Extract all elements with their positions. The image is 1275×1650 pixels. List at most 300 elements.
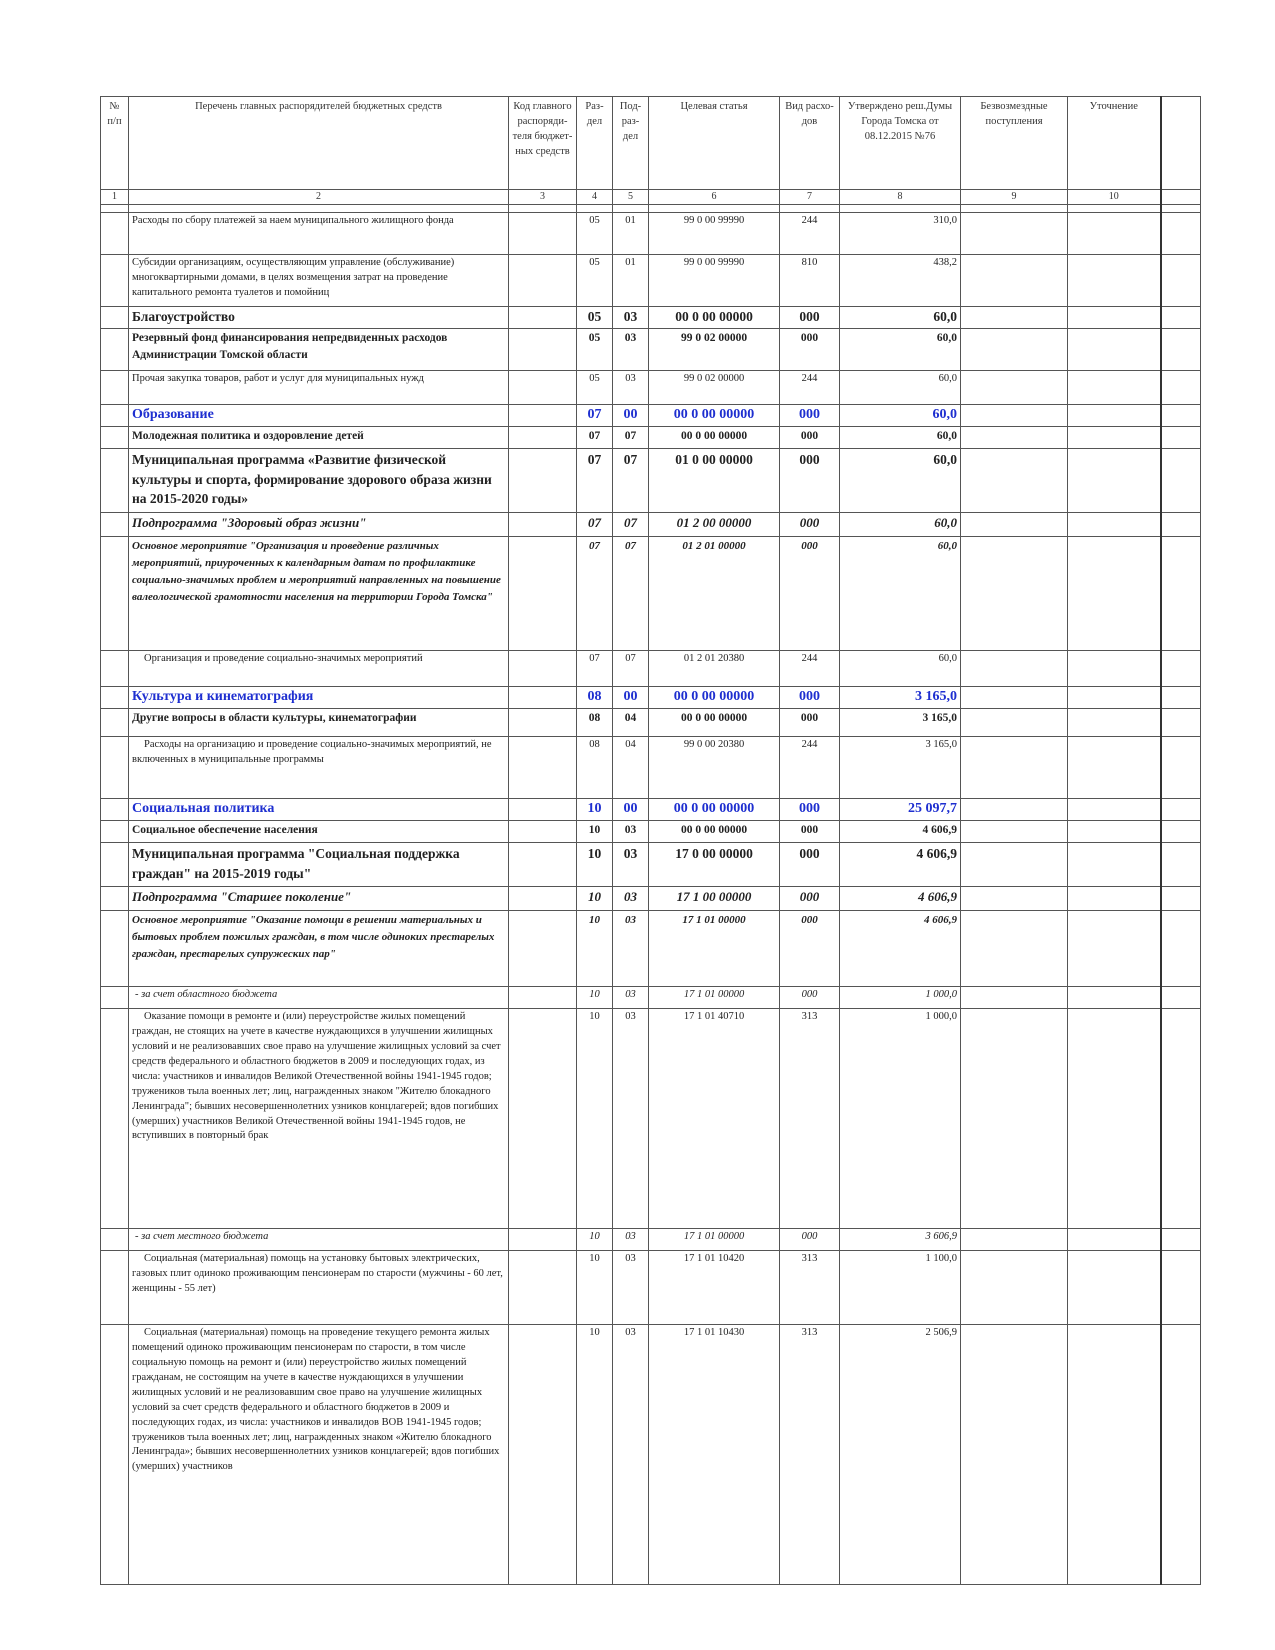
row-name: Основное мероприятие "Организация и проведение различных мероприятий, приуроченных к календарным датам по профилактике социально-значимых проблем и мероприятий направленных на повышение валеологической грамотности населения на территории Города Томска"	[129, 537, 509, 651]
row-target: 99 0 02 00000	[649, 371, 780, 405]
row-clar	[1068, 821, 1161, 843]
row-code	[509, 213, 577, 255]
row-podrazdel: 03	[613, 371, 649, 405]
row-clar	[1068, 1251, 1161, 1325]
col-number: 7	[780, 190, 840, 205]
row-name: Субсидии организациям, осуществляющим управление (обслуживание) многоквартирными домами, в целях возмещения затрат на проведение капитального ремонта туалетов и помойниц	[129, 255, 509, 307]
col-header-razdel: Раз-дел	[577, 97, 613, 190]
row-extra	[1161, 687, 1201, 709]
row-name: Оказание помощи в ремонте и (или) переустройстве жилых помещений граждан, не стоящих на учете в качестве нуждающихся в улучшении жилищных условий и не реализовавших свое право на улучшение жилищных условий за счет средств федерального и областного бюджетов в 2009 и последующих годах, из числа: участников и инвалидов Великой Отечественной войны 1941-1945 годов; тружеников тыла военных лет; лиц, награжденных знаком "Жителю блокадного Ленинграда"; бывших несовершеннолетних узников концлагерей; вдов погибших (умерших) участников Великой Отечественной войны 1941-1945 годов, не вступивших в повторный брак	[129, 1009, 509, 1229]
row-num	[101, 329, 129, 371]
row-target: 17 1 01 00000	[649, 1229, 780, 1251]
row-extra	[1161, 329, 1201, 371]
row-code	[509, 911, 577, 987]
row-extra	[1161, 987, 1201, 1009]
col-header-free: Безвозмездные поступления	[961, 97, 1068, 190]
row-free	[961, 1229, 1068, 1251]
row-amount: 1 000,0	[840, 1009, 961, 1229]
row-code	[509, 371, 577, 405]
row-target: 00 0 00 00000	[649, 427, 780, 449]
row-podrazdel: 01	[613, 213, 649, 255]
table-body	[101, 213, 1201, 1585]
row-free	[961, 371, 1068, 405]
table-row	[101, 843, 1201, 887]
row-name: Другие вопросы в области культуры, кинематографии	[129, 709, 509, 737]
row-vid: 244	[780, 651, 840, 687]
col-header-vid: Вид расхо-дов	[780, 97, 840, 190]
row-podrazdel: 07	[613, 449, 649, 513]
row-podrazdel: 03	[613, 821, 649, 843]
row-razdel: 10	[577, 799, 613, 821]
row-num	[101, 987, 129, 1009]
row-amount: 4 606,9	[840, 821, 961, 843]
col-number: 8	[840, 190, 961, 205]
row-razdel: 08	[577, 687, 613, 709]
row-num	[101, 737, 129, 799]
row-amount: 3 165,0	[840, 687, 961, 709]
row-name: Социальная (материальная) помощь на установку бытовых электрических, газовых плит одиноко проживающим пенсионерам по старости (мужчины - 60 лет, женщины - 55 лет)	[129, 1251, 509, 1325]
table-row	[101, 213, 1201, 255]
row-target: 17 1 01 00000	[649, 987, 780, 1009]
row-target: 17 1 00 00000	[649, 887, 780, 911]
row-vid: 244	[780, 213, 840, 255]
table-row	[101, 1229, 1201, 1251]
row-free	[961, 213, 1068, 255]
row-name: Муниципальная программа «Развитие физической культуры и спорта, формирование здорового образа жизни на 2015-2020 годы»	[129, 449, 509, 513]
row-vid: 000	[780, 821, 840, 843]
row-target: 17 1 01 10430	[649, 1325, 780, 1585]
row-num	[101, 371, 129, 405]
col-header-clar: Уточнение	[1068, 97, 1161, 190]
row-free	[961, 843, 1068, 887]
row-amount: 4 606,9	[840, 843, 961, 887]
row-free	[961, 1325, 1068, 1585]
row-razdel: 07	[577, 537, 613, 651]
row-podrazdel: 07	[613, 651, 649, 687]
row-target: 01 2 01 00000	[649, 537, 780, 651]
row-name: - за счет областного бюджета	[129, 987, 509, 1009]
row-vid: 000	[780, 449, 840, 513]
row-free	[961, 709, 1068, 737]
table-row	[101, 799, 1201, 821]
row-amount: 60,0	[840, 537, 961, 651]
row-clar	[1068, 213, 1161, 255]
row-free	[961, 687, 1068, 709]
row-free	[961, 537, 1068, 651]
row-clar	[1068, 1325, 1161, 1585]
row-code	[509, 687, 577, 709]
row-clar	[1068, 307, 1161, 329]
col-header-extra	[1161, 97, 1201, 190]
row-vid: 000	[780, 911, 840, 987]
column-number-row	[101, 190, 1201, 205]
row-vid: 000	[780, 513, 840, 537]
row-clar	[1068, 329, 1161, 371]
row-code	[509, 737, 577, 799]
row-clar	[1068, 709, 1161, 737]
row-vid: 313	[780, 1325, 840, 1585]
row-amount: 1 100,0	[840, 1251, 961, 1325]
row-name: Прочая закупка товаров, работ и услуг для муниципальных нужд	[129, 371, 509, 405]
row-clar	[1068, 843, 1161, 887]
row-target: 01 2 00 00000	[649, 513, 780, 537]
row-razdel: 05	[577, 255, 613, 307]
row-podrazdel: 03	[613, 1229, 649, 1251]
row-podrazdel: 00	[613, 687, 649, 709]
row-code	[509, 513, 577, 537]
row-extra	[1161, 255, 1201, 307]
row-code	[509, 821, 577, 843]
budget-sheet	[100, 96, 1201, 1585]
row-target: 17 0 00 00000	[649, 843, 780, 887]
row-podrazdel: 04	[613, 709, 649, 737]
row-free	[961, 1009, 1068, 1229]
row-amount: 60,0	[840, 427, 961, 449]
row-name: Основное мероприятие "Оказание помощи в решении материальных и бытовых проблем пожилых граждан, в том числе одиноких престарелых граждан, престарелых супружеских пар"	[129, 911, 509, 987]
row-num	[101, 513, 129, 537]
row-free	[961, 329, 1068, 371]
row-target: 99 0 02 00000	[649, 329, 780, 371]
row-name: Подпрограмма "Здоровый образ жизни"	[129, 513, 509, 537]
row-razdel: 10	[577, 821, 613, 843]
row-num	[101, 405, 129, 427]
row-free	[961, 449, 1068, 513]
row-num	[101, 651, 129, 687]
row-razdel: 07	[577, 651, 613, 687]
table-row	[101, 537, 1201, 651]
row-amount: 438,2	[840, 255, 961, 307]
row-num	[101, 1009, 129, 1229]
row-extra	[1161, 213, 1201, 255]
row-target: 00 0 00 00000	[649, 821, 780, 843]
row-podrazdel: 03	[613, 329, 649, 371]
row-vid: 000	[780, 405, 840, 427]
row-extra	[1161, 371, 1201, 405]
table-row	[101, 307, 1201, 329]
col-header-name: Перечень главных распорядителей бюджетных средств	[129, 97, 509, 190]
row-code	[509, 1229, 577, 1251]
col-header-num: № п/п	[101, 97, 129, 190]
row-amount: 3 165,0	[840, 709, 961, 737]
col-number: 4	[577, 190, 613, 205]
row-target: 01 0 00 00000	[649, 449, 780, 513]
row-razdel: 07	[577, 405, 613, 427]
row-code	[509, 537, 577, 651]
row-razdel: 07	[577, 449, 613, 513]
row-num	[101, 537, 129, 651]
row-num	[101, 911, 129, 987]
row-amount: 60,0	[840, 307, 961, 329]
col-number: 3	[509, 190, 577, 205]
row-num	[101, 427, 129, 449]
row-amount: 25 097,7	[840, 799, 961, 821]
row-amount: 310,0	[840, 213, 961, 255]
row-num	[101, 821, 129, 843]
row-clar	[1068, 1009, 1161, 1229]
row-razdel: 10	[577, 1009, 613, 1229]
row-razdel: 08	[577, 709, 613, 737]
row-code	[509, 987, 577, 1009]
row-extra	[1161, 1229, 1201, 1251]
col-number: 10	[1068, 190, 1161, 205]
row-free	[961, 1251, 1068, 1325]
row-podrazdel: 00	[613, 799, 649, 821]
row-code	[509, 709, 577, 737]
table-row	[101, 651, 1201, 687]
row-target: 17 1 01 40710	[649, 1009, 780, 1229]
row-razdel: 05	[577, 213, 613, 255]
row-podrazdel: 03	[613, 1325, 649, 1585]
row-free	[961, 799, 1068, 821]
row-extra	[1161, 843, 1201, 887]
table-row	[101, 427, 1201, 449]
row-extra	[1161, 799, 1201, 821]
row-name: Социальная политика	[129, 799, 509, 821]
row-vid: 000	[780, 709, 840, 737]
row-extra	[1161, 737, 1201, 799]
row-amount: 4 606,9	[840, 887, 961, 911]
row-vid: 000	[780, 843, 840, 887]
row-code	[509, 405, 577, 427]
row-razdel: 10	[577, 987, 613, 1009]
row-amount: 2 506,9	[840, 1325, 961, 1585]
row-vid: 000	[780, 687, 840, 709]
table-row	[101, 887, 1201, 911]
row-clar	[1068, 1229, 1161, 1251]
row-extra	[1161, 537, 1201, 651]
row-razdel: 05	[577, 329, 613, 371]
table-row	[101, 405, 1201, 427]
row-num	[101, 449, 129, 513]
row-extra	[1161, 405, 1201, 427]
row-num	[101, 709, 129, 737]
row-podrazdel: 03	[613, 1251, 649, 1325]
row-clar	[1068, 911, 1161, 987]
row-code	[509, 329, 577, 371]
table-row	[101, 737, 1201, 799]
row-podrazdel: 03	[613, 1009, 649, 1229]
row-target: 01 2 01 20380	[649, 651, 780, 687]
row-free	[961, 307, 1068, 329]
row-amount: 60,0	[840, 329, 961, 371]
row-code	[509, 1325, 577, 1585]
row-code	[509, 843, 577, 887]
row-num	[101, 799, 129, 821]
row-name: Молодежная политика и оздоровление детей	[129, 427, 509, 449]
row-razdel: 08	[577, 737, 613, 799]
row-vid: 000	[780, 329, 840, 371]
row-clar	[1068, 449, 1161, 513]
row-extra	[1161, 887, 1201, 911]
table-row	[101, 821, 1201, 843]
row-target: 00 0 00 00000	[649, 687, 780, 709]
row-extra	[1161, 307, 1201, 329]
row-vid: 000	[780, 799, 840, 821]
row-razdel: 05	[577, 371, 613, 405]
row-vid: 000	[780, 537, 840, 651]
row-num	[101, 887, 129, 911]
col-header-target: Целевая статья	[649, 97, 780, 190]
row-target: 00 0 00 00000	[649, 799, 780, 821]
row-vid: 810	[780, 255, 840, 307]
row-clar	[1068, 799, 1161, 821]
row-name: Муниципальная программа "Социальная поддержка граждан" на 2015-2019 годы"	[129, 843, 509, 887]
row-name: Организация и проведение социально-значимых мероприятий	[129, 651, 509, 687]
row-target: 00 0 00 00000	[649, 307, 780, 329]
row-podrazdel: 03	[613, 887, 649, 911]
row-name: Образование	[129, 405, 509, 427]
row-num	[101, 1251, 129, 1325]
row-podrazdel: 03	[613, 843, 649, 887]
row-clar	[1068, 887, 1161, 911]
row-vid: 000	[780, 1229, 840, 1251]
row-free	[961, 821, 1068, 843]
table-row	[101, 911, 1201, 987]
row-vid: 313	[780, 1009, 840, 1229]
row-num	[101, 307, 129, 329]
row-target: 99 0 00 99990	[649, 213, 780, 255]
row-podrazdel: 03	[613, 307, 649, 329]
row-free	[961, 405, 1068, 427]
row-target: 17 1 01 00000	[649, 911, 780, 987]
row-clar	[1068, 537, 1161, 651]
row-name: Резервный фонд финансирования непредвиденных расходов Администрации Томской области	[129, 329, 509, 371]
row-free	[961, 427, 1068, 449]
row-vid: 313	[780, 1251, 840, 1325]
table-row	[101, 709, 1201, 737]
row-extra	[1161, 427, 1201, 449]
row-free	[961, 513, 1068, 537]
row-clar	[1068, 405, 1161, 427]
row-num	[101, 255, 129, 307]
col-header-podrazdel: Под-раз-дел	[613, 97, 649, 190]
row-code	[509, 1251, 577, 1325]
row-vid: 000	[780, 307, 840, 329]
row-razdel: 07	[577, 427, 613, 449]
row-podrazdel: 07	[613, 513, 649, 537]
table-row	[101, 255, 1201, 307]
row-clar	[1068, 737, 1161, 799]
row-amount: 60,0	[840, 449, 961, 513]
row-vid: 000	[780, 887, 840, 911]
row-razdel: 10	[577, 1251, 613, 1325]
row-clar	[1068, 427, 1161, 449]
table-row	[101, 329, 1201, 371]
row-podrazdel: 07	[613, 427, 649, 449]
row-num	[101, 213, 129, 255]
table-row	[101, 371, 1201, 405]
table-row	[101, 1325, 1201, 1585]
budget-table	[100, 96, 1201, 1585]
row-clar	[1068, 371, 1161, 405]
row-free	[961, 987, 1068, 1009]
row-extra	[1161, 1009, 1201, 1229]
row-podrazdel: 01	[613, 255, 649, 307]
row-name: Расходы по сбору платежей за наем муниципального жилищного фонда	[129, 213, 509, 255]
col-number: 6	[649, 190, 780, 205]
row-name: Подпрограмма "Старшее поколение"	[129, 887, 509, 911]
row-amount: 60,0	[840, 651, 961, 687]
row-extra	[1161, 651, 1201, 687]
row-amount: 60,0	[840, 405, 961, 427]
row-vid: 000	[780, 427, 840, 449]
row-num	[101, 843, 129, 887]
row-free	[961, 737, 1068, 799]
table-row	[101, 687, 1201, 709]
row-code	[509, 427, 577, 449]
row-vid: 000	[780, 987, 840, 1009]
row-code	[509, 651, 577, 687]
row-clar	[1068, 513, 1161, 537]
row-amount: 3 165,0	[840, 737, 961, 799]
table-row	[101, 1009, 1201, 1229]
row-code	[509, 307, 577, 329]
row-target: 00 0 00 00000	[649, 709, 780, 737]
row-num	[101, 1325, 129, 1585]
row-clar	[1068, 651, 1161, 687]
row-vid: 244	[780, 737, 840, 799]
row-extra	[1161, 1251, 1201, 1325]
row-podrazdel: 04	[613, 737, 649, 799]
row-razdel: 05	[577, 307, 613, 329]
row-amount: 1 000,0	[840, 987, 961, 1009]
row-podrazdel: 07	[613, 537, 649, 651]
row-code	[509, 255, 577, 307]
row-num	[101, 687, 129, 709]
row-extra	[1161, 1325, 1201, 1585]
row-extra	[1161, 513, 1201, 537]
row-podrazdel: 03	[613, 987, 649, 1009]
row-extra	[1161, 709, 1201, 737]
row-name: Расходы на организацию и проведение социально-значимых мероприятий, не включенных в муниципальные программы	[129, 737, 509, 799]
row-razdel: 10	[577, 1325, 613, 1585]
row-target: 17 1 01 10420	[649, 1251, 780, 1325]
row-name: - за счет местного бюджета	[129, 1229, 509, 1251]
row-code	[509, 1009, 577, 1229]
table-row	[101, 987, 1201, 1009]
row-code	[509, 799, 577, 821]
col-number: 2	[129, 190, 509, 205]
row-target: 99 0 00 20380	[649, 737, 780, 799]
row-amount: 4 606,9	[840, 911, 961, 987]
col-number: 9	[961, 190, 1068, 205]
row-podrazdel: 03	[613, 911, 649, 987]
row-extra	[1161, 449, 1201, 513]
row-free	[961, 255, 1068, 307]
row-free	[961, 911, 1068, 987]
row-clar	[1068, 255, 1161, 307]
row-extra	[1161, 911, 1201, 987]
row-name: Социальное обеспечение населения	[129, 821, 509, 843]
row-razdel: 10	[577, 1229, 613, 1251]
row-name: Благоустройство	[129, 307, 509, 329]
row-clar	[1068, 687, 1161, 709]
table-row	[101, 449, 1201, 513]
col-number: 5	[613, 190, 649, 205]
row-amount: 60,0	[840, 513, 961, 537]
table-row	[101, 1251, 1201, 1325]
row-name: Социальная (материальная) помощь на проведение текущего ремонта жилых помещений одиноко проживающим пенсионерам по старости, в том числе социальную помощь на ремонт и (или) переустройство жилых помещений гражданам, не состоящим на учете в качестве нуждающихся в улучшении жилищных условий и не реализовавшим свое право на улучшение жилищных условий за счет средств федерального и областного бюджетов в 2009 и последующих годах, из числа: участников и инвалидов ВОВ 1941-1945 годов; тружеников тыла военных лет; лиц, награжденных знаком «Жителю блокадного Ленинграда»; бывших несовершеннолетних узников концлагерей; вдов погибших (умерших) участников	[129, 1325, 509, 1585]
row-extra	[1161, 821, 1201, 843]
col-number: 1	[101, 190, 129, 205]
row-target: 99 0 00 99990	[649, 255, 780, 307]
row-vid: 244	[780, 371, 840, 405]
col-header-approved: Утверждено реш.Думы Города Томска от 08.12.2015 №76	[840, 97, 961, 190]
row-num	[101, 1229, 129, 1251]
row-razdel: 07	[577, 513, 613, 537]
table-row	[101, 513, 1201, 537]
row-clar	[1068, 987, 1161, 1009]
